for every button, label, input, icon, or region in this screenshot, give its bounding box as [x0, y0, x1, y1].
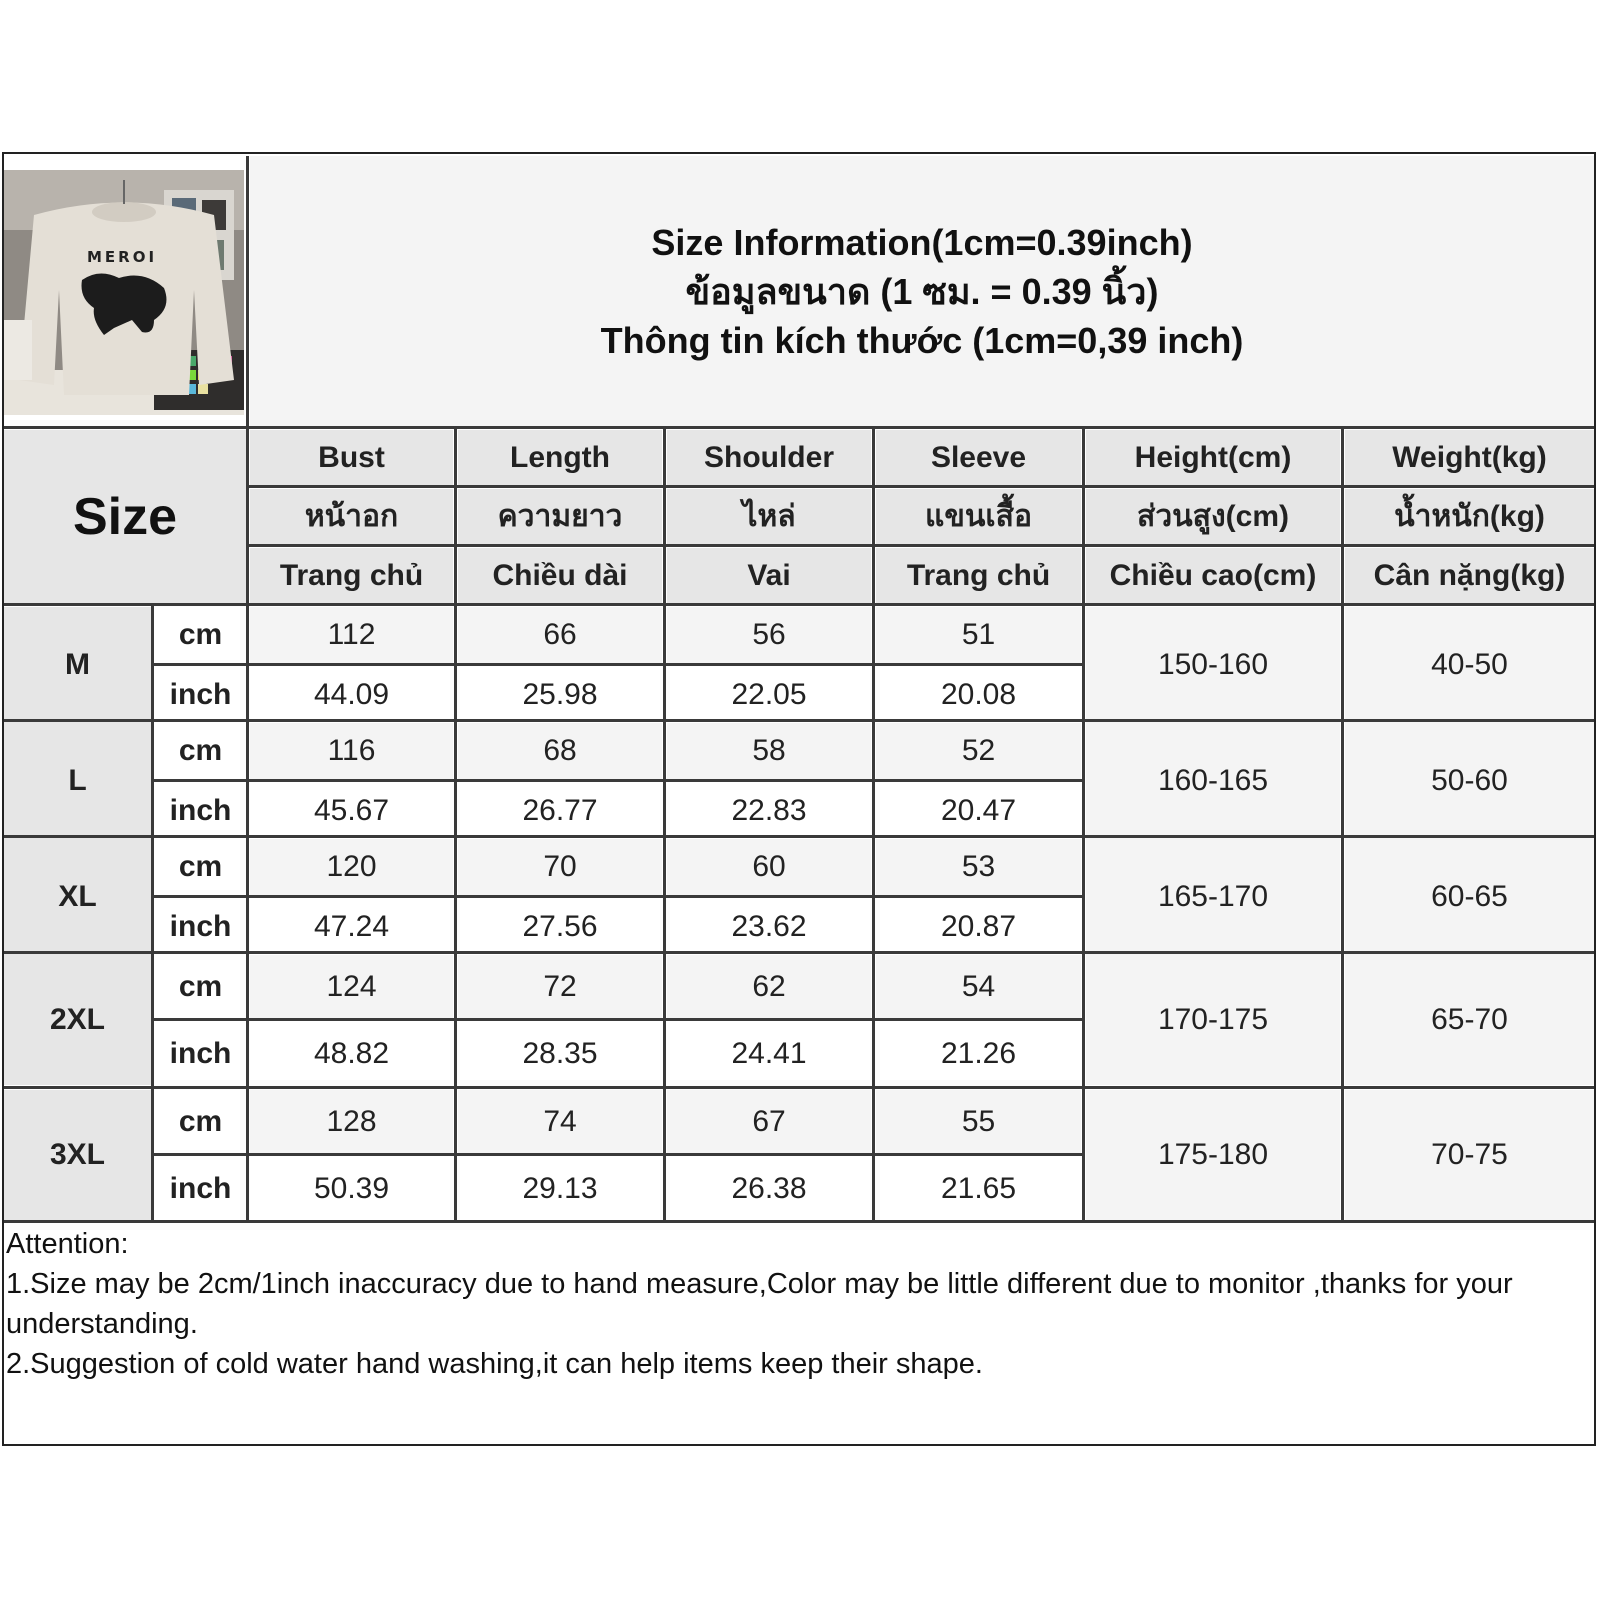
cm-value: 128: [250, 1090, 453, 1153]
inch-value: 21.26: [876, 1022, 1081, 1085]
unit-inch-label: inch: [155, 899, 246, 955]
cm-value: 56: [667, 607, 871, 663]
col-weight-th: น้ำหนัก(kg): [1345, 489, 1594, 544]
inch-value: 22.05: [667, 667, 871, 723]
grid-line: [4, 1086, 1594, 1089]
product-photo: [4, 170, 244, 415]
size-header-cell: [4, 430, 246, 603]
cm-value: 72: [458, 955, 662, 1018]
inch-value: 27.56: [458, 899, 662, 955]
height-range: 170-175: [1086, 955, 1340, 1085]
grid-line: [872, 426, 875, 1220]
grid-line: [4, 426, 1594, 429]
cm-value: 70: [458, 839, 662, 895]
inch-value: 45.67: [250, 783, 453, 839]
col-weight-vi: Cân nặng(kg): [1345, 548, 1594, 603]
unit-cm-label: cm: [155, 607, 246, 663]
cm-value: 52: [876, 723, 1081, 779]
title-thai: ข้อมูลขนาด (1 ซม. = 0.39 นิ้ว): [685, 270, 1159, 312]
inch-value: 23.62: [667, 899, 871, 955]
cm-value: 58: [667, 723, 871, 779]
col-height-en: Height(cm): [1086, 430, 1340, 485]
grid-line: [249, 544, 1594, 547]
weight-range: 65-70: [1345, 955, 1594, 1085]
grid-line: [1341, 426, 1344, 1220]
size-label: L: [4, 723, 151, 839]
size-label: XL: [4, 839, 151, 955]
col-shoulder-vi: Vai: [667, 548, 871, 603]
cm-value: 116: [250, 723, 453, 779]
size-header: Size: [72, 487, 178, 546]
inch-value: 26.38: [667, 1157, 871, 1220]
grid-line: [246, 156, 249, 426]
inch-value: 20.08: [876, 667, 1081, 723]
col-shoulder-en: Shoulder: [667, 430, 871, 485]
height-range: 165-170: [1086, 839, 1340, 955]
cm-value: 74: [458, 1090, 662, 1153]
sweatshirt-image: [4, 170, 244, 415]
inch-value: 20.87: [876, 899, 1081, 955]
inch-value: 20.47: [876, 783, 1081, 839]
grid-line: [151, 603, 154, 1220]
inch-value: 26.77: [458, 783, 662, 839]
inch-value: 22.83: [667, 783, 871, 839]
title-area: [250, 156, 1594, 426]
unit-cm-label: cm: [155, 955, 246, 1018]
cm-value: 60: [667, 839, 871, 895]
grid-line: [4, 603, 1594, 606]
height-range: 150-160: [1086, 607, 1340, 723]
cm-value: 124: [250, 955, 453, 1018]
inch-value: 25.98: [458, 667, 662, 723]
grid-line: [454, 426, 457, 1220]
grid-line: [4, 951, 1594, 954]
col-sleeve-th: แขนเสื้อ: [876, 489, 1081, 544]
height-range: 160-165: [1086, 723, 1340, 839]
inch-value: 44.09: [250, 667, 453, 723]
grid-line: [663, 426, 666, 1220]
inch-value: 24.41: [667, 1022, 871, 1085]
grid-line: [151, 663, 1082, 666]
cm-value: 62: [667, 955, 871, 1018]
cm-value: 51: [876, 607, 1081, 663]
notes-line-2: 2.Suggestion of cold water hand washing,it can help items keep their shape.: [6, 1348, 983, 1380]
cm-value: 67: [667, 1090, 871, 1153]
grid-line: [249, 485, 1594, 488]
grid-line: [1082, 426, 1085, 1220]
col-length-en: Length: [458, 430, 662, 485]
col-sleeve-en: Sleeve: [876, 430, 1081, 485]
height-range: 175-180: [1086, 1090, 1340, 1220]
col-length-th: ความยาว: [458, 489, 662, 544]
cm-value: 54: [876, 955, 1081, 1018]
weight-range: 60-65: [1345, 839, 1594, 955]
inch-value: 50.39: [250, 1157, 453, 1220]
unit-inch-label: inch: [155, 1022, 246, 1085]
cm-value: 68: [458, 723, 662, 779]
grid-line: [4, 719, 1594, 722]
col-height-th: ส่วนสูง(cm): [1086, 489, 1340, 544]
unit-inch-label: inch: [155, 1157, 246, 1220]
unit-cm-label: cm: [155, 723, 246, 779]
col-weight-en: Weight(kg): [1345, 430, 1594, 485]
grid-line: [151, 895, 1082, 898]
grid-line: [246, 426, 249, 1220]
inch-value: 21.65: [876, 1157, 1081, 1220]
weight-range: 50-60: [1345, 723, 1594, 839]
unit-inch-label: inch: [155, 783, 246, 839]
attention-notes: [6, 1224, 1590, 1384]
size-label: 3XL: [4, 1090, 151, 1220]
grid-line: [151, 1153, 1082, 1156]
col-bust-en: Bust: [250, 430, 453, 485]
title-vietnamese: Thông tin kích thước (1cm=0,39 inch): [600, 319, 1244, 361]
cm-value: 66: [458, 607, 662, 663]
grid-line: [151, 779, 1082, 782]
cm-value: 53: [876, 839, 1081, 895]
weight-range: 40-50: [1345, 607, 1594, 723]
col-length-vi: Chiều dài: [458, 548, 662, 603]
grid-line: [4, 835, 1594, 838]
inch-value: 29.13: [458, 1157, 662, 1220]
cm-value: 112: [250, 607, 453, 663]
svg-text:MEROI: MEROI: [86, 248, 158, 266]
grid-line: [4, 1220, 1594, 1223]
weight-range: 70-75: [1345, 1090, 1594, 1220]
notes-heading: Attention:: [6, 1228, 129, 1260]
inch-value: 48.82: [250, 1022, 453, 1085]
col-sleeve-vi: Trang chủ: [876, 548, 1081, 603]
inch-value: 47.24: [250, 899, 453, 955]
notes-line-1: 1.Size may be 2cm/1inch inaccuracy due to hand measure,Color may be little different due to monitor ,thanks for your understanding.: [6, 1268, 1513, 1340]
col-bust-vi: Trang chủ: [250, 548, 453, 603]
size-label: 2XL: [4, 955, 151, 1085]
cm-value: 55: [876, 1090, 1081, 1153]
col-shoulder-th: ไหล่: [667, 489, 871, 544]
unit-cm-label: cm: [155, 839, 246, 895]
unit-inch-label: inch: [155, 667, 246, 723]
grid-line: [151, 1018, 1082, 1021]
unit-cm-label: cm: [155, 1090, 246, 1153]
inch-value: 28.35: [458, 1022, 662, 1085]
title-english: Size Information(1cm=0.39inch): [651, 221, 1193, 263]
col-height-vi: Chiều cao(cm): [1086, 548, 1340, 603]
cm-value: 120: [250, 839, 453, 895]
size-label: M: [4, 607, 151, 723]
col-bust-th: หน้าอก: [250, 489, 453, 544]
